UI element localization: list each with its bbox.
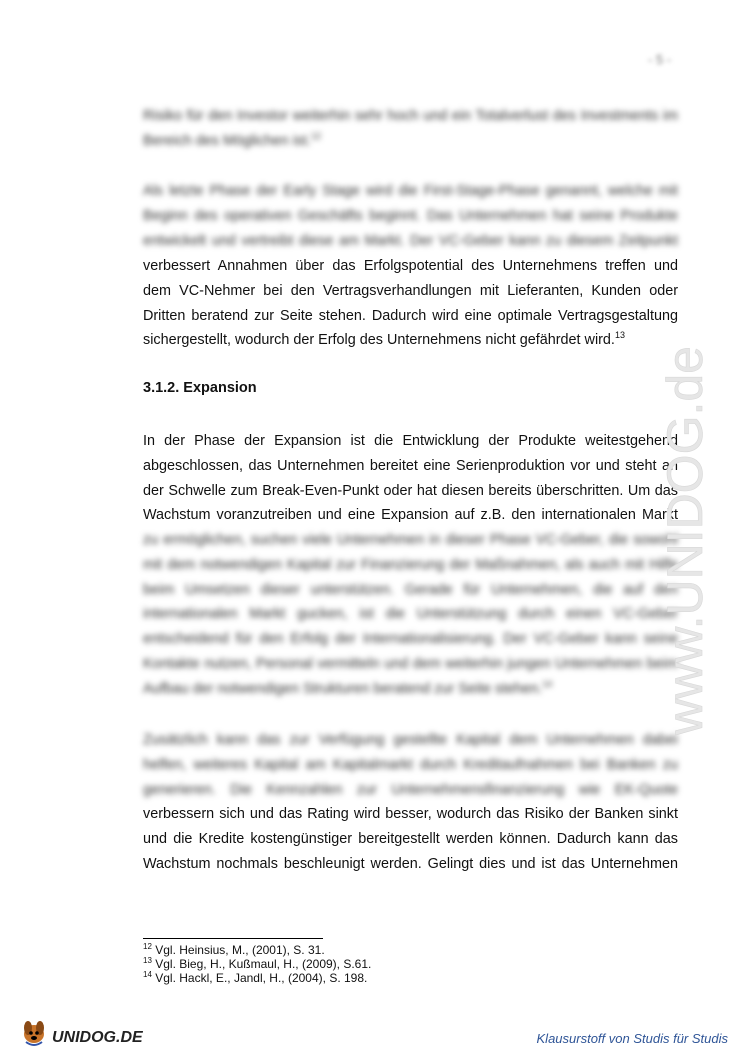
- footnote-13: $^{13}$ Vgl. Bieg, H., Kußmaul, H., (2009), S.61.: [143, 956, 372, 971]
- text-line: Dritten beratend zur Seite stehen. Dadurch wird eine optimale Vertragsgestaltung: [143, 307, 678, 324]
- unidog-logo: [20, 1010, 160, 1050]
- footnote-ref: 13: [614, 330, 625, 341]
- text-line: internationalen Markt gucken, ist die Unterstützung durch einen VC-Geber: [143, 606, 678, 623]
- text-line: mit dem notwendigen Kapital zur Finanzierung der Maßnahmen, als auch mit Hilfe: [143, 556, 678, 573]
- text-line: In der Phase der Expansion ist die Entwicklung der Produkte weitestgehend: [143, 433, 678, 449]
- watermark-text: www.UNIDOG.de: [657, 346, 713, 735]
- footnote-12: $^{12}$ Vgl. Heinsius, M., (2001), S. 31.: [143, 942, 325, 957]
- text-line: helfen, weiteres Kapital am Kapitalmarkt durch Kreditaufnahmen bei Banken zu: [143, 756, 678, 773]
- footnote-14: $^{14}$ Vgl. Hackl, E., Jandl, H., (2004), S. 198.: [143, 970, 368, 985]
- section-heading: 3.1.2. Expansion: [143, 380, 257, 396]
- text-line: verbessert Annahmen über das Erfolgspotential des Unternehmens treffen und: [143, 258, 678, 274]
- paragraph-3-visible: [143, 429, 678, 528]
- text-line: und die Kredite kostengünstiger bereitgestellt werden können. Dadurch kann das: [143, 830, 678, 847]
- blurred-paragraph-5: [143, 728, 678, 802]
- blurred-paragraph-2: [143, 179, 678, 253]
- text-line: sichergestellt, wodurch der Erfolg des Unternehmens nicht gefährdet wird.$^{13}$: [143, 330, 625, 349]
- page-number: - 5 -: [648, 52, 672, 67]
- text-line: Bereich des Möglichen ist.$^{12}$: [143, 131, 321, 149]
- text-line: entwickelt und vertreibt diese am Markt. Der VC-Geber kann zu diesem Zeitpunkt: [143, 232, 678, 249]
- dog-icon: [24, 1021, 44, 1045]
- text-line: Kontakte nutzen, Personal vermitteln und dem weiterhin jungen Unternehmen beim: [143, 655, 678, 672]
- text-line: Wachstum voranzutreiben und eine Expansion auf z.B. den internationalen Markt: [143, 507, 678, 524]
- paragraph-2-visible: [143, 254, 678, 353]
- logo-text: UNIDOG.DE: [52, 1029, 143, 1046]
- text-line: entscheidend für den Erfolg der Internationalisierung. Der VC-Geber kann seine: [143, 631, 678, 648]
- tagline: Klausurstoff von Studis für Studis: [536, 1031, 728, 1046]
- paragraph-5-visible: [143, 802, 678, 876]
- text-line: abgeschlossen, das Unternehmen bereitet eine Serienproduktion vor und steht an: [143, 457, 678, 474]
- blurred-paragraph-4: [143, 528, 678, 702]
- text-line: Beginn des operativen Geschäfts beginnt. Das Unternehmen hat seine Produkte: [143, 207, 678, 224]
- text-line: generieren. Die Kennzahlen zur Unternehmensfinanzierung wie EK-Quote: [143, 781, 678, 798]
- text-line: dem VC-Nehmer bei den Vertragsverhandlungen mit Lieferanten, Kunden oder: [143, 282, 678, 299]
- text-line: Risiko für den Investor weiterhin sehr hoch und ein Totalverlust des Investments im: [143, 108, 678, 124]
- text-line: Wachstum nochmals beschleunigt werden. Gelingt dies und ist das Unternehmen: [143, 855, 678, 872]
- text-line: zu ermöglichen, suchen viele Unternehmen in dieser Phase VC-Geber, die sowohl: [143, 532, 678, 548]
- text-line: der Schwelle zum Break-Even-Punkt oder hat diesen bereits überschritten. Um das: [143, 482, 678, 499]
- watermark: [640, 280, 730, 740]
- blurred-paragraph-1: [143, 104, 678, 154]
- text-line: Zusätzlich kann das zur Verfügung gestellte Kapital dem Unternehmen dabei: [143, 732, 678, 748]
- text-line: beim Umsetzen dieser unterstützen. Gerade für Unternehmen, die auf den: [143, 581, 678, 598]
- text-line: Aufbau der notwendigen Strukturen beratend zur Seite stehen.$^{14}$: [143, 678, 553, 697]
- text-line: verbessern sich und das Rating wird besser, wodurch das Risiko der Banken sinkt: [143, 806, 678, 822]
- footnote-separator: [143, 938, 323, 939]
- text-line: Als letzte Phase der Early Stage wird die First-Stage-Phase genannt, welche mit: [143, 183, 678, 199]
